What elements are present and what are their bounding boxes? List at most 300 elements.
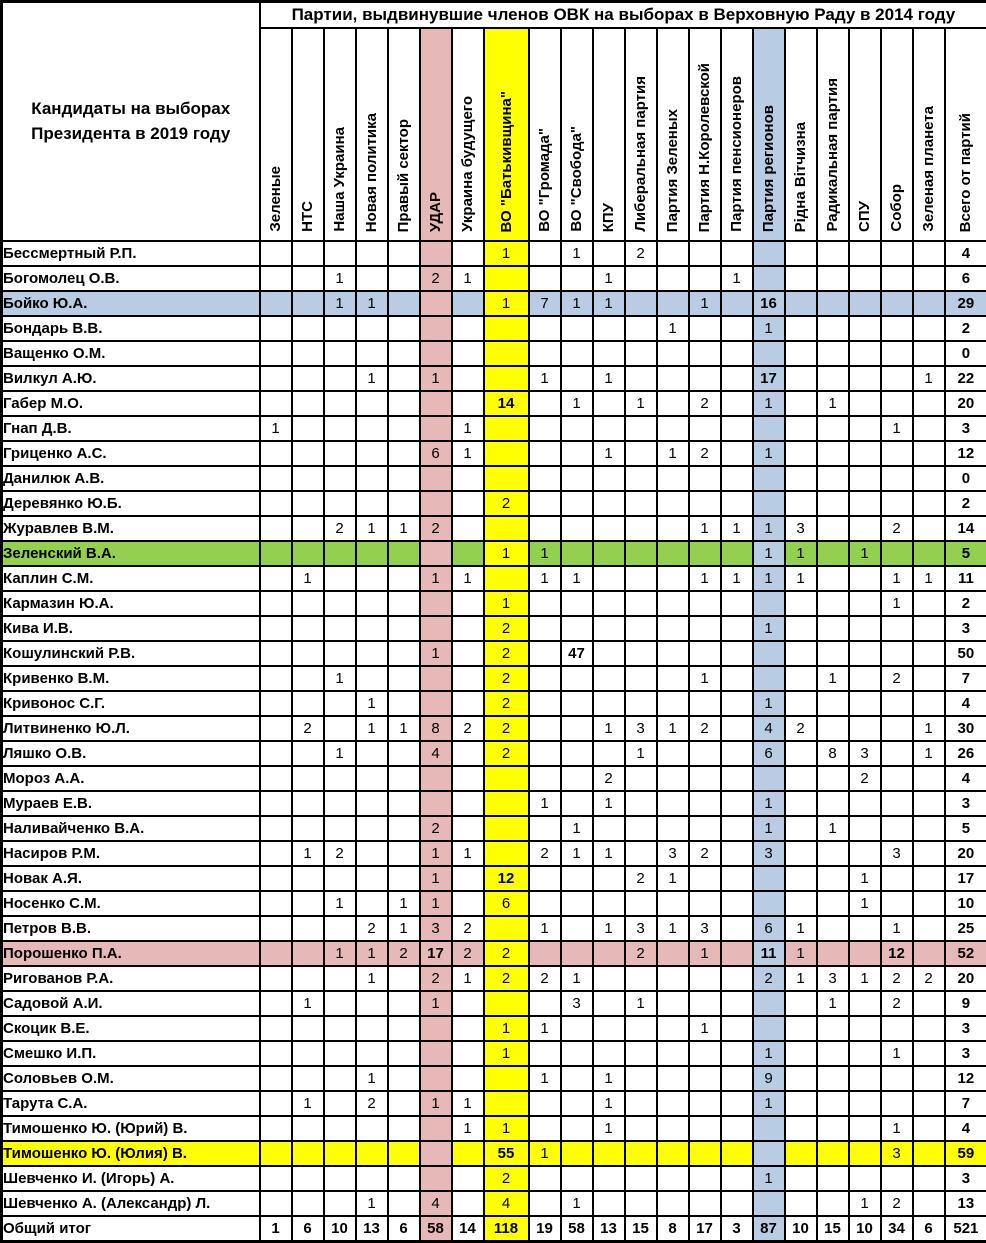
row-total: 3 [945, 616, 986, 641]
cell [260, 266, 292, 291]
row-total: 25 [945, 916, 986, 941]
row-total: 26 [945, 741, 986, 766]
cell: 1 [292, 1091, 324, 1116]
cell: 12 [484, 866, 529, 891]
cell [913, 1191, 945, 1216]
cell [388, 641, 420, 666]
cell [356, 666, 388, 691]
cell: 10 [785, 1216, 817, 1241]
candidate-name: Шевченко И. (Игорь) А. [2, 1166, 260, 1191]
candidate-row [2, 816, 986, 841]
candidate-name: Вилкул А.Ю. [2, 366, 260, 391]
cell [657, 466, 689, 491]
cell [881, 866, 913, 891]
cell [689, 266, 721, 291]
cell [292, 341, 324, 366]
cell [292, 366, 324, 391]
cell [625, 816, 657, 841]
cell: 3 [881, 1141, 913, 1166]
cell: 1 [657, 316, 689, 341]
cell: 34 [881, 1216, 913, 1241]
cell [689, 641, 721, 666]
column-label: Украина будущего [460, 91, 475, 235]
cell: 1 [689, 1016, 721, 1041]
cell: 2 [292, 716, 324, 741]
cell [625, 341, 657, 366]
cell [260, 1016, 292, 1041]
cell [356, 266, 388, 291]
cell [913, 541, 945, 566]
row-total: 0 [945, 466, 986, 491]
candidate-name: Соловьев О.М. [2, 1066, 260, 1091]
total-row-label: Общий итог [2, 1216, 260, 1241]
cell [561, 741, 593, 766]
cell [292, 1116, 324, 1141]
cell [657, 591, 689, 616]
cell: 1 [785, 541, 817, 566]
cell [817, 1141, 849, 1166]
cell: 15 [625, 1216, 657, 1241]
cell: 1 [561, 566, 593, 591]
row-total: 30 [945, 716, 986, 741]
cell: 118 [484, 1216, 529, 1241]
table-body [2, 241, 986, 1241]
cell: 1 [817, 666, 849, 691]
cell [913, 1141, 945, 1166]
cell [593, 966, 625, 991]
cell: 1 [881, 566, 913, 591]
candidate-row [2, 866, 986, 891]
cell: 1 [593, 716, 625, 741]
cell: 1 [753, 566, 785, 591]
candidate-row [2, 1141, 986, 1166]
cell [657, 391, 689, 416]
cell [260, 366, 292, 391]
cell [657, 641, 689, 666]
cell: 2 [689, 841, 721, 866]
cell [817, 316, 849, 341]
cell [913, 866, 945, 891]
cell [913, 491, 945, 516]
cell [657, 566, 689, 591]
cell [260, 1066, 292, 1091]
row-total: 20 [945, 966, 986, 991]
cell [625, 1066, 657, 1091]
cell [388, 966, 420, 991]
cell [849, 716, 881, 741]
cell: 1 [260, 416, 292, 441]
cell [292, 816, 324, 841]
cell [356, 241, 388, 266]
row-total: 2 [945, 591, 986, 616]
cell [388, 666, 420, 691]
cell [529, 391, 561, 416]
cell [452, 791, 484, 816]
column-label: СПУ [857, 196, 872, 235]
cell [292, 541, 324, 566]
cell: 1 [721, 516, 753, 541]
cell [753, 341, 785, 366]
cell [689, 1116, 721, 1141]
cell [484, 316, 529, 341]
cell [625, 491, 657, 516]
cell: 2 [484, 941, 529, 966]
cell: 3 [785, 516, 817, 541]
cell: 55 [484, 1141, 529, 1166]
cell: 1 [881, 1041, 913, 1066]
cell [388, 291, 420, 316]
cell [420, 691, 452, 716]
cell [913, 241, 945, 266]
cell [529, 991, 561, 1016]
cell [356, 866, 388, 891]
cell: 1 [753, 816, 785, 841]
cell: 2 [324, 841, 356, 866]
cell [881, 766, 913, 791]
cell [657, 966, 689, 991]
cell: 1 [785, 916, 817, 941]
cell: 6 [753, 916, 785, 941]
candidate-name: Литвиненко Ю.Л. [2, 716, 260, 741]
cell [849, 316, 881, 341]
candidate-row [2, 891, 986, 916]
cell [484, 341, 529, 366]
cell [452, 1166, 484, 1191]
cell [292, 416, 324, 441]
cell: 2 [625, 241, 657, 266]
cell [753, 491, 785, 516]
cell [721, 666, 753, 691]
cell [689, 1041, 721, 1066]
cell [817, 641, 849, 666]
cell: 1 [324, 941, 356, 966]
cell [260, 766, 292, 791]
column-label: НТС [300, 196, 315, 235]
cell [785, 841, 817, 866]
cell [452, 991, 484, 1016]
cell: 1 [785, 941, 817, 966]
cell: 1 [913, 741, 945, 766]
cell [388, 366, 420, 391]
cell: 6 [292, 1216, 324, 1241]
cell [388, 416, 420, 441]
cell [785, 466, 817, 491]
cell [561, 1166, 593, 1191]
cell [529, 816, 561, 841]
candidate-name: Богомолец О.В. [2, 266, 260, 291]
cell [529, 241, 561, 266]
cell [452, 316, 484, 341]
cell [593, 666, 625, 691]
cell [484, 766, 529, 791]
cell: 1 [753, 1041, 785, 1066]
cell [356, 991, 388, 1016]
cell [484, 816, 529, 841]
cell [881, 716, 913, 741]
cell [849, 1066, 881, 1091]
cell: 3 [420, 916, 452, 941]
cell [324, 541, 356, 566]
cell [561, 416, 593, 441]
cell [529, 341, 561, 366]
candidate-row [2, 591, 986, 616]
cell [388, 491, 420, 516]
cell [356, 841, 388, 866]
cell: 1 [753, 1166, 785, 1191]
cell [484, 266, 529, 291]
cell: 2 [529, 841, 561, 866]
cell [561, 1066, 593, 1091]
cell [260, 1091, 292, 1116]
cell [529, 591, 561, 616]
cell: 1 [593, 441, 625, 466]
cell: 1 [356, 716, 388, 741]
candidate-row [2, 1191, 986, 1216]
cell [817, 341, 849, 366]
cell [260, 666, 292, 691]
cell [452, 591, 484, 616]
cell [260, 591, 292, 616]
cell [561, 1041, 593, 1066]
candidate-name: Бондарь В.В. [2, 316, 260, 341]
row-total: 7 [945, 666, 986, 691]
cell [561, 266, 593, 291]
cell [356, 441, 388, 466]
cell: 1 [753, 1091, 785, 1116]
cell [721, 841, 753, 866]
cell: 1 [452, 841, 484, 866]
cell: 1 [292, 841, 324, 866]
cell [625, 616, 657, 641]
cell [452, 1141, 484, 1166]
cell [913, 891, 945, 916]
cell [817, 1116, 849, 1141]
column-header-2 [292, 28, 324, 241]
cell [260, 1191, 292, 1216]
row-total: 9 [945, 991, 986, 1016]
column-label: КПУ [601, 198, 616, 235]
row-total: 6 [945, 266, 986, 291]
cell [324, 1166, 356, 1191]
cell [324, 341, 356, 366]
cell [356, 616, 388, 641]
cell: 2 [881, 966, 913, 991]
cell [292, 1016, 324, 1041]
cell: 1 [561, 816, 593, 841]
cell [484, 441, 529, 466]
cell: 1 [529, 366, 561, 391]
candidate-name: Кива И.В. [2, 616, 260, 641]
cell [721, 1016, 753, 1041]
cell [849, 1041, 881, 1066]
cell [753, 1141, 785, 1166]
column-header-3 [324, 28, 356, 241]
cell [388, 316, 420, 341]
cell [356, 766, 388, 791]
cell [625, 316, 657, 341]
cell [484, 416, 529, 441]
cell: 1 [593, 1116, 625, 1141]
cell [849, 241, 881, 266]
cell [324, 391, 356, 416]
cell [324, 591, 356, 616]
candidate-name: Петров В.В. [2, 916, 260, 941]
cell [657, 1191, 689, 1216]
cell [689, 541, 721, 566]
cell [657, 541, 689, 566]
cell [593, 466, 625, 491]
cell [753, 591, 785, 616]
cell [593, 941, 625, 966]
cell [785, 1041, 817, 1066]
cell [356, 591, 388, 616]
cell [785, 266, 817, 291]
cell [593, 991, 625, 1016]
cell [593, 391, 625, 416]
cell [388, 566, 420, 591]
cell: 15 [817, 1216, 849, 1241]
cell: 11 [753, 941, 785, 966]
cell [881, 316, 913, 341]
cell [529, 266, 561, 291]
cell: 1 [529, 1141, 561, 1166]
cell [260, 391, 292, 416]
cell [753, 266, 785, 291]
cell [881, 291, 913, 316]
cell [849, 391, 881, 416]
candidate-name: Мураев Е.В. [2, 791, 260, 816]
cell [625, 1141, 657, 1166]
candidate-row [2, 341, 986, 366]
candidate-name: Данилюк А.В. [2, 466, 260, 491]
cell: 1 [913, 366, 945, 391]
cell: 10 [324, 1216, 356, 1241]
cell [913, 1041, 945, 1066]
cell [625, 1116, 657, 1141]
cell: 1 [689, 516, 721, 541]
cell [785, 366, 817, 391]
cell [689, 791, 721, 816]
cell [689, 1091, 721, 1116]
cell: 1 [356, 366, 388, 391]
row-total: 3 [945, 1016, 986, 1041]
candidate-row [2, 1016, 986, 1041]
cell [292, 891, 324, 916]
cell [625, 591, 657, 616]
cell [913, 1166, 945, 1191]
cell [593, 491, 625, 516]
cell [529, 416, 561, 441]
candidate-row [2, 791, 986, 816]
cell: 1 [452, 266, 484, 291]
candidate-row [2, 1116, 986, 1141]
cell: 1 [324, 266, 356, 291]
cell [657, 1091, 689, 1116]
cell: 1 [881, 591, 913, 616]
cell [484, 566, 529, 591]
cell: 1 [593, 291, 625, 316]
cell [452, 391, 484, 416]
cell [785, 691, 817, 716]
cell [817, 566, 849, 591]
cell: 1 [785, 966, 817, 991]
cell [785, 1116, 817, 1141]
candidate-row [2, 641, 986, 666]
cell [721, 466, 753, 491]
cell [388, 841, 420, 866]
cell [420, 791, 452, 816]
cell [721, 1066, 753, 1091]
cell [388, 1141, 420, 1166]
cell [721, 941, 753, 966]
candidate-row [2, 416, 986, 441]
cell [593, 1191, 625, 1216]
cell [817, 241, 849, 266]
candidate-name: Носенко С.М. [2, 891, 260, 916]
cell [593, 416, 625, 441]
cell: 1 [753, 316, 785, 341]
cell [625, 1166, 657, 1191]
cell [324, 491, 356, 516]
cell [881, 266, 913, 291]
cell [529, 1166, 561, 1191]
cell: 1 [849, 1191, 881, 1216]
cell: 1 [452, 566, 484, 591]
cell [260, 1141, 292, 1166]
cell [657, 991, 689, 1016]
cell [593, 1166, 625, 1191]
cell [484, 1066, 529, 1091]
cell [260, 841, 292, 866]
cell [785, 291, 817, 316]
cell [452, 241, 484, 266]
cell [689, 1066, 721, 1091]
cell: 4 [420, 741, 452, 766]
cell [561, 716, 593, 741]
cell: 2 [484, 491, 529, 516]
cell [593, 816, 625, 841]
cell [561, 691, 593, 716]
cell [324, 416, 356, 441]
title-row [2, 2, 986, 29]
row-total: 29 [945, 291, 986, 316]
row-total: 5 [945, 816, 986, 841]
cell [817, 541, 849, 566]
cell: 1 [356, 516, 388, 541]
cell: 1 [324, 291, 356, 316]
cell: 1 [849, 891, 881, 916]
cell [913, 766, 945, 791]
cell [785, 341, 817, 366]
cell [593, 241, 625, 266]
cell: 8 [420, 716, 452, 741]
cell: 4 [484, 1191, 529, 1216]
cell: 6 [913, 1216, 945, 1241]
cell [689, 466, 721, 491]
cell: 1 [657, 716, 689, 741]
cell [721, 716, 753, 741]
cell: 1 [561, 391, 593, 416]
candidate-name: Скоцик В.Е. [2, 1016, 260, 1041]
cell [561, 541, 593, 566]
row-total: 13 [945, 1191, 986, 1216]
cell: 1 [913, 566, 945, 591]
cell: 2 [452, 916, 484, 941]
cell [260, 691, 292, 716]
candidate-name: Деревянко Ю.Б. [2, 491, 260, 516]
cell [484, 791, 529, 816]
cell [324, 791, 356, 816]
